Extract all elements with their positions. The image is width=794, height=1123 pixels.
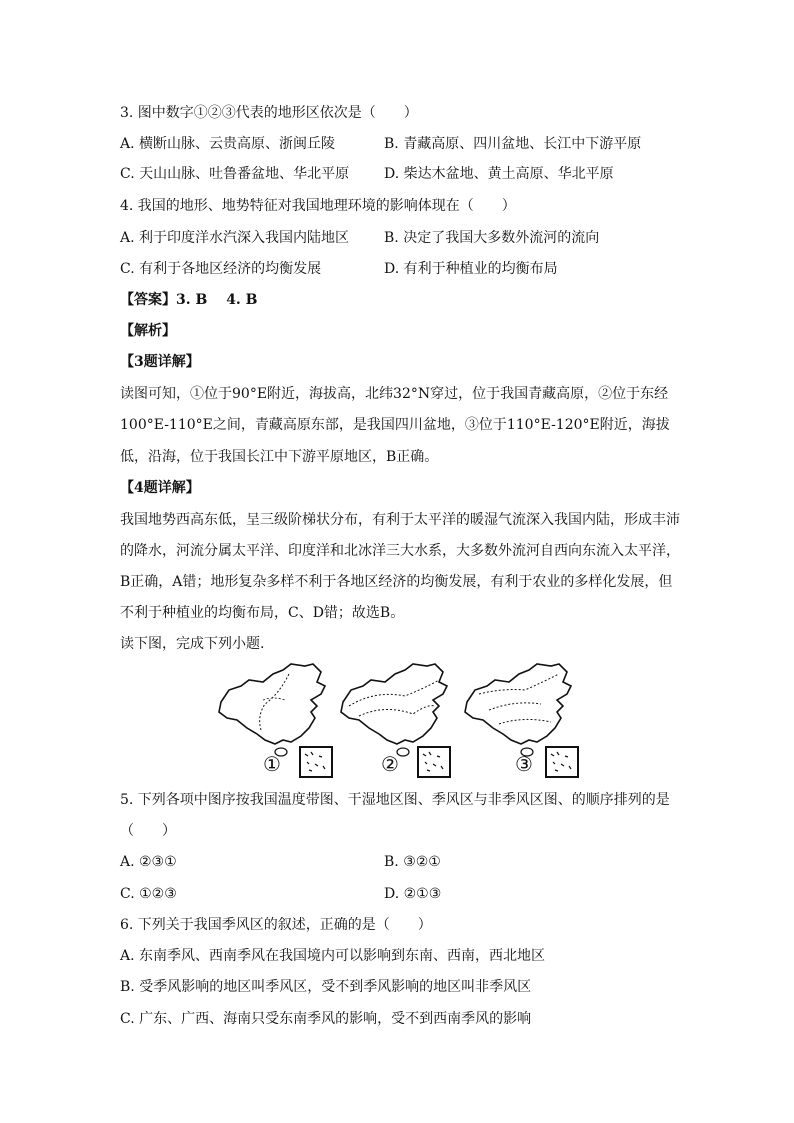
q6-option-a: A. 东南季风、西南季风在我国境内可以影响到东南、西南，西北地区 — [120, 948, 546, 964]
analysis-label: 【解析】 — [120, 323, 176, 339]
map-label-3: ③ — [515, 752, 533, 776]
china-maps-figure — [213, 660, 573, 780]
china-map-3 — [459, 660, 579, 780]
answer-line: 【答案】3. B 4. B — [120, 292, 258, 308]
q6-stem: 6. 下列关于我国季风区的叙述，正确的是（ ） — [120, 917, 432, 933]
q5-paren: （ ） — [120, 823, 176, 839]
q5-stem: 5. 下列各项中图序按我国温度带图、干湿地区图、季风区与非季风区图、的顺序排列的是 — [120, 792, 670, 808]
q5-option-d: D. ②①③ — [384, 886, 442, 902]
figure-intro: 读下图，完成下列小题. — [120, 636, 265, 652]
map-label-2: ② — [381, 752, 399, 776]
q5-option-a: A. ②③① — [120, 854, 177, 870]
detail4-line-2: 的降水，河流分属太平洋、印度洋和北冰洋三大水系，大多数外流河自西向东流入太平洋， — [120, 543, 680, 559]
q3-option-d: D. 柴达木盆地、黄土高原、华北平原 — [384, 166, 614, 182]
q4-option-a: A. 利于印度洋水汽深入我国内陆地区 — [120, 230, 350, 246]
detail3-line-2: 100°E-110°E之间，青藏高原东部，是我国四川盆地，③位于110°E-120°E附近，海拔 — [120, 417, 670, 433]
detail4-line-4: 不利于种植业的均衡布局，C、D错；故选B。 — [120, 605, 405, 621]
q4-stem: 4. 我国的地形、地势特征对我国地理环境的影响体现在（ ） — [120, 198, 516, 214]
map-label-1: ① — [263, 752, 281, 776]
q3-option-a: A. 横断山脉、云贵高原、浙闽丘陵 — [120, 136, 336, 152]
south-sea-inset-1 — [299, 746, 333, 778]
q5-option-c: C. ①②③ — [120, 886, 177, 902]
detail4-label: 【4题详解】 — [120, 480, 200, 496]
detail3-line-3: 低，沿海，位于我国长江中下游平原地区，B正确。 — [120, 449, 439, 465]
detail4-line-1: 我国地势西高东低，呈三级阶梯状分布，有利于太平洋的暖湿气流深入我国内陆，形成丰沛 — [120, 512, 680, 528]
q5-option-b: B. ③②① — [384, 854, 441, 870]
q6-option-c: C. 广东、广西、海南只受东南季风的影响，受不到西南季风的影响 — [120, 1011, 532, 1027]
q3-stem: 3. 图中数字①②③代表的地形区依次是（ ） — [120, 105, 418, 121]
q3-option-c: C. 天山山脉、吐鲁番盆地、华北平原 — [120, 166, 350, 182]
detail3-line-1: 读图可知，①位于90°E附近，海拔高，北纬32°N穿过，位于我国青藏高原，②位于东经 — [120, 386, 669, 402]
q4-option-d: D. 有利于种植业的均衡布局 — [384, 261, 558, 277]
q4-option-c: C. 有利于各地区经济的均衡发展 — [120, 261, 322, 277]
detail3-label: 【3题详解】 — [120, 354, 200, 370]
detail4-line-3: B正确，A错；地形复杂多样不利于各地区经济的均衡发展，有利于农业的多样化发展，但 — [120, 574, 673, 590]
south-sea-inset-3 — [545, 746, 579, 778]
china-map-1 — [213, 660, 333, 780]
q4-option-b: B. 决定了我国大多数外流河的流向 — [384, 230, 600, 246]
south-sea-inset-2 — [417, 746, 451, 778]
china-map-2 — [335, 660, 455, 780]
q6-option-b: B. 受季风影响的地区叫季风区，受不到季风影响的地区叫非季风区 — [120, 979, 532, 995]
q3-option-b: B. 青藏高原、四川盆地、长江中下游平原 — [384, 136, 642, 152]
